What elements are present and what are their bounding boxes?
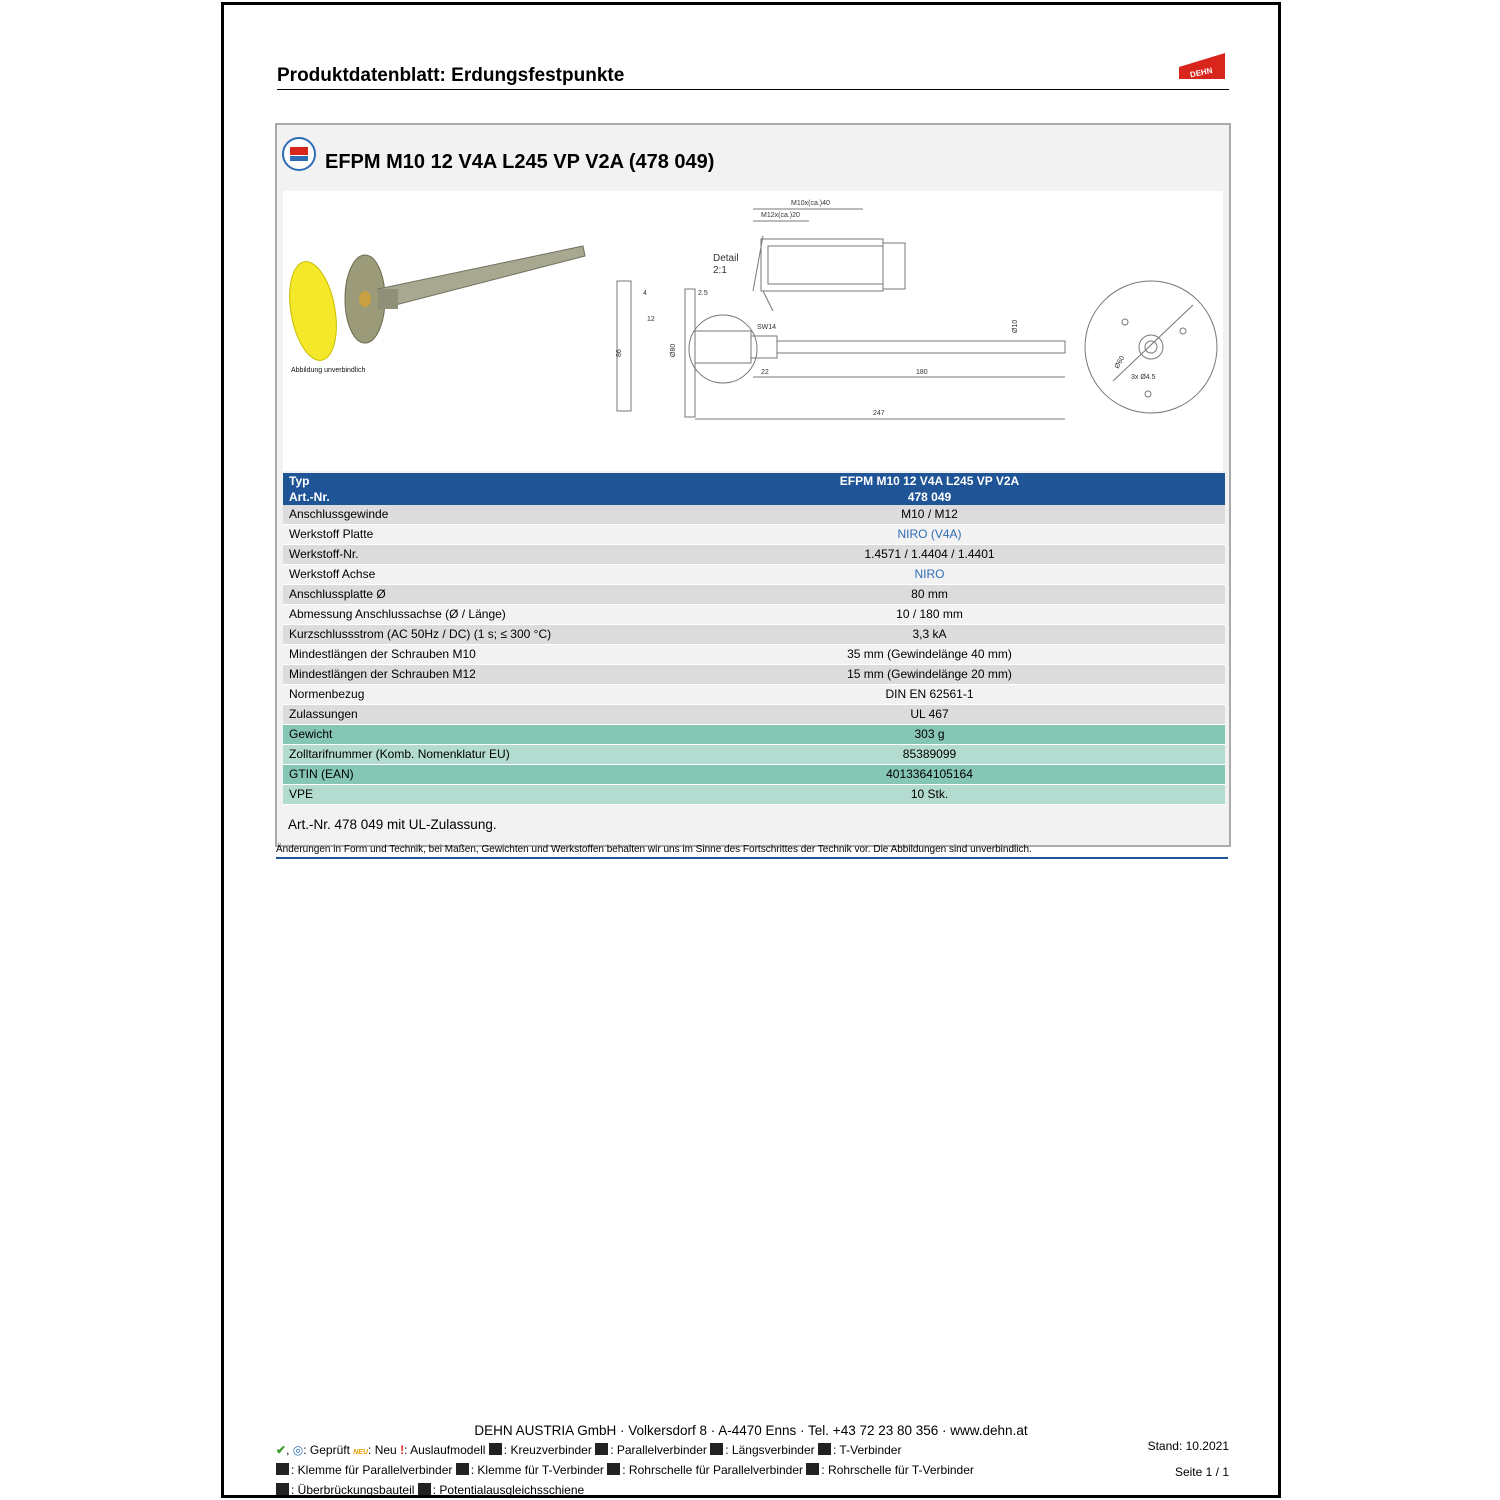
footer-stand: Stand: 10.2021 [1147, 1439, 1229, 1453]
document-title: Produktdatenblatt: Erdungsfestpunkte [277, 65, 625, 86]
legend-line-1: ✔, ◎: Geprüft NEU: Neu !: Auslaufmodell : Kreuzverbinder : Parallelverbinder : Längsverbinder : T-Verbinder [276, 1443, 902, 1457]
dim-m12: M12x(ca.)20 [761, 212, 800, 219]
spec-label: Zolltarifnummer (Komb. Nomenklatur EU) [283, 745, 754, 765]
spec-row [283, 505, 1225, 525]
spec-header-label: Typ [283, 473, 754, 489]
spec-row [283, 645, 1225, 665]
dim-d80: Ø80 [670, 343, 677, 357]
product-image-area [283, 191, 1223, 471]
spec-label: Kurzschlussstrom (AC 50Hz / DC) (1 s; ≤ 300 °C) [283, 625, 754, 645]
dim-4: 4 [643, 290, 647, 297]
spec-row [283, 745, 1225, 765]
legend-ueberbrueckung: : Überbrückungsbauteil [291, 1483, 415, 1497]
spec-value: 80 mm [754, 585, 1225, 605]
dim-sw14: SW14 [757, 324, 777, 331]
legend-t: : T-Verbinder [832, 1443, 902, 1457]
ul-note: Art.-Nr. 478 049 mit UL-Zulassung. [288, 817, 497, 832]
legend-line-2 [276, 1463, 974, 1477]
spec-row [283, 665, 1225, 685]
clamp-parallel-icon [276, 1463, 289, 1475]
longitudinal-connector-icon [710, 1443, 723, 1455]
spec-row [283, 525, 1225, 545]
t-connector-icon [818, 1443, 831, 1455]
legend-geprueft: : Geprüft [303, 1443, 350, 1457]
spec-label: VPE [283, 785, 754, 805]
cross-connector-icon [489, 1443, 502, 1455]
spec-label: Werkstoff-Nr. [283, 545, 754, 565]
spec-label: Mindestlängen der Schrauben M10 [283, 645, 754, 665]
detail-label: Detail [713, 253, 739, 264]
product-card [275, 123, 1231, 847]
dim-22: 22 [761, 369, 769, 376]
approved-badge-small-icon: ◎ [292, 1443, 304, 1457]
spec-header-row [283, 489, 1225, 505]
spec-row [283, 565, 1225, 585]
dim-180: 180 [916, 369, 928, 376]
legend-neu: : Neu [368, 1443, 397, 1457]
spec-table [283, 473, 1225, 805]
title-rule [277, 89, 1229, 90]
legend-parallel: : Parallelverbinder [610, 1443, 707, 1457]
clamp-t-icon [456, 1463, 469, 1475]
spec-value: 15 mm (Gewindelänge 20 mm) [754, 665, 1225, 685]
spec-row [283, 605, 1225, 625]
spec-header-value: EFPM M10 12 V4A L245 VP V2A [754, 473, 1225, 489]
spec-value[interactable]: NIRO (V4A) [754, 525, 1225, 545]
spec-row [283, 765, 1225, 785]
spec-value: DIN EN 62561-1 [754, 685, 1225, 705]
spec-label: Normenbezug [283, 685, 754, 705]
pipe-clamp-t-icon [806, 1463, 819, 1475]
spec-label: Anschlussplatte Ø [283, 585, 754, 605]
discontinued-icon: ! [400, 1443, 405, 1457]
spec-label: Werkstoff Achse [283, 565, 754, 585]
spec-label: Anschlussgewinde [283, 505, 754, 525]
legend-auslauf: : Auslaufmodell [404, 1443, 486, 1457]
spec-row [283, 545, 1225, 565]
footer-page-number: Seite 1 / 1 [1174, 1465, 1229, 1479]
spec-label: Werkstoff Platte [283, 525, 754, 545]
dim-d10: Ø10 [1012, 319, 1019, 333]
spec-label: Gewicht [283, 725, 754, 745]
spec-value: 303 g [754, 725, 1225, 745]
legend-laengs: : Längsverbinder [725, 1443, 815, 1457]
check-icon: ✔ [276, 1443, 287, 1457]
spec-label: Zulassungen [283, 705, 754, 725]
spec-label: Mindestlängen der Schrauben M12 [283, 665, 754, 685]
spec-row [283, 705, 1225, 725]
spec-label: GTIN (EAN) [283, 765, 754, 785]
legend-line-3 [276, 1483, 584, 1497]
spec-header-value: 478 049 [754, 489, 1225, 505]
dim-247: 247 [873, 410, 885, 417]
image-caption: Abbildung unverbindlich [291, 367, 366, 374]
spec-row [283, 725, 1225, 745]
spec-value: 35 mm (Gewindelänge 40 mm) [754, 645, 1225, 665]
datasheet-page [221, 2, 1281, 1498]
spec-value[interactable]: NIRO [754, 565, 1225, 585]
dim-12: 12 [647, 316, 655, 323]
dim-m10: M10x(ca.)40 [791, 200, 830, 207]
dehn-logo [1177, 31, 1227, 83]
equipotential-bar-icon [418, 1483, 431, 1495]
spec-value: 4013364105164 [754, 765, 1225, 785]
dim-d60: Ø60 [1113, 355, 1127, 370]
new-badge-icon: NEU [353, 1449, 369, 1456]
approved-badge-icon [282, 137, 316, 171]
spec-header-row [283, 473, 1225, 489]
footer-address: DEHN AUSTRIA GmbH · Volkersdorf 8 · A-4470 Enns · Tel. +43 72 23 80 356 · www.dehn.at [474, 1423, 1028, 1438]
spec-value: 85389099 [754, 745, 1225, 765]
legend-rohr-t: : Rohrschelle für T-Verbinder [821, 1463, 974, 1477]
spec-row [283, 625, 1225, 645]
dim-2-5: 2.5 [698, 290, 708, 297]
logo-text: DEHN [1189, 65, 1214, 80]
spec-value: UL 467 [754, 705, 1225, 725]
spec-value: 10 / 180 mm [754, 605, 1225, 625]
parallel-connector-icon [595, 1443, 608, 1455]
disclaimer-rule [276, 857, 1228, 859]
dim-86: 86 [616, 349, 623, 357]
spec-header-label: Art.-Nr. [283, 489, 754, 505]
pipe-clamp-parallel-icon [607, 1463, 620, 1475]
legend-potential: : Potentialausgleichsschiene [432, 1483, 585, 1497]
legend-klemme-t: : Klemme für T-Verbinder [470, 1463, 604, 1477]
dim-holes: 3x Ø4.5 [1131, 374, 1156, 381]
detail-scale: 2:1 [713, 265, 727, 276]
product-title: EFPM M10 12 V4A L245 VP V2A (478 049) [325, 151, 715, 173]
legend-klemme-parallel: : Klemme für Parallelverbinder [291, 1463, 453, 1477]
bridging-component-icon [276, 1483, 289, 1495]
spec-row [283, 585, 1225, 605]
spec-value: 3,3 kA [754, 625, 1225, 645]
spec-value: 10 Stk. [754, 785, 1225, 805]
spec-label: Abmessung Anschlussachse (Ø / Länge) [283, 605, 754, 625]
spec-value: 1.4571 / 1.4404 / 1.4401 [754, 545, 1225, 565]
spec-row [283, 685, 1225, 705]
technical-drawing [613, 191, 1223, 471]
legend-kreuz: : Kreuzverbinder [503, 1443, 592, 1457]
spec-value: M10 / M12 [754, 505, 1225, 525]
spec-row [283, 785, 1225, 805]
disclaimer: Änderungen in Form und Technik, bei Maßen, Gewichten und Werkstoffen behalten wir uns im Sinne des Fortschrittes der Technik vor. Die Abbildungen sind unverbindlich. [276, 844, 1032, 855]
legend-rohr-parallel: : Rohrschelle für Parallelverbinder [622, 1463, 804, 1477]
